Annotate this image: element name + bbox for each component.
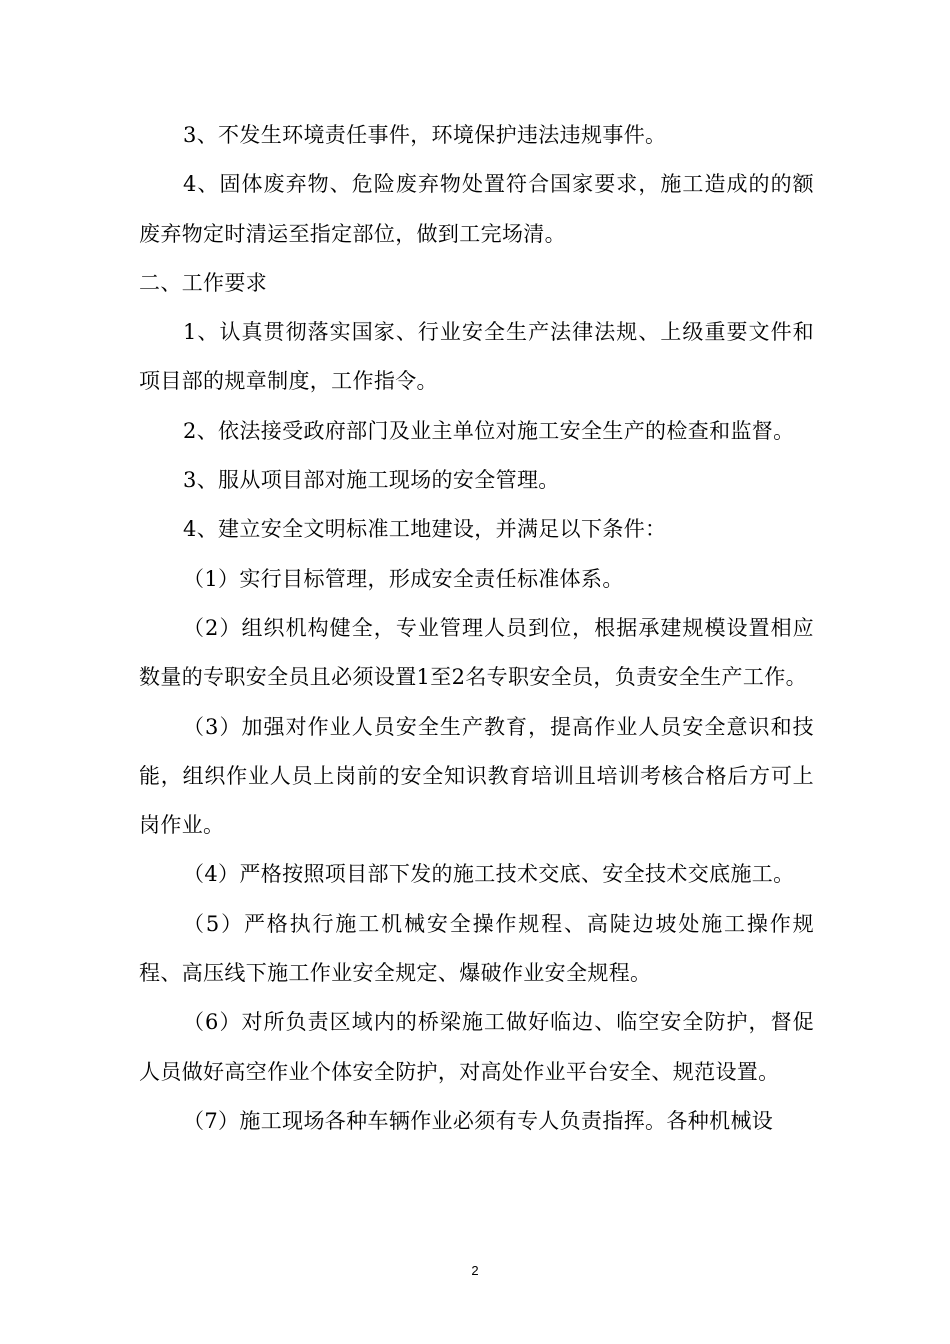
document-body bbox=[139, 111, 814, 1146]
paragraph-env-incident: 3、不发生环境责任事件，环境保护违法违规事件。 bbox=[183, 123, 667, 147]
paragraph-requirement-4: 4、建立安全文明标准工地建设，并满足以下条件： bbox=[183, 517, 667, 542]
paragraph-condition-2: （2）组织机构健全，专业管理人员到位，根据承建规模设置相应数量的专职安全员且必须设置1至2名专职安全员，负责安全生产工作。 bbox=[139, 615, 814, 690]
paragraph-condition-6: （6）对所负责区域内的桥梁施工做好临边、临空安全防护，督促人员做好高空作业个体安全防护，对高处作业平台安全、规范设置。 bbox=[139, 1010, 814, 1084]
paragraph-condition-5: （5）严格执行施工机械安全操作规程、高陡边坡处施工操作规程、高压线下施工作业安全规定、爆破作业安全规程。 bbox=[139, 911, 814, 986]
page-number: 2 bbox=[471, 1263, 479, 1278]
paragraph-condition-4: （4）严格按照项目部下发的施工技术交底、安全技术交底施工。 bbox=[183, 862, 795, 887]
paragraph-solid-waste: 4、固体废弃物、危险废弃物处置符合国家要求，施工造成的的额废弃物定时清运至指定部位，做到工完场清。 bbox=[139, 172, 814, 246]
paragraph-requirement-1: 1、认真贯彻落实国家、行业安全生产法律法规、上级重要文件和项目部的规章制度，工作指令。 bbox=[139, 320, 814, 394]
paragraph-condition-1: （1）实行目标管理，形成安全责任标准体系。 bbox=[183, 566, 624, 591]
section-heading-work-requirements: 二、工作要求 bbox=[139, 270, 268, 295]
paragraph-requirement-2: 2、依法接受政府部门及业主单位对施工安全生产的检查和监督。 bbox=[183, 418, 795, 443]
paragraph-condition-3: （3）加强对作业人员安全生产教育，提高作业人员安全意识和技能，组织作业人员上岗前的安全知识教育培训且培训考核合格后方可上岗作业。 bbox=[139, 714, 814, 838]
paragraph-condition-7: （7）施工现场各种车辆作业必须有专人负责指挥。各种机械设 bbox=[183, 1108, 774, 1133]
paragraph-requirement-3: 3、服从项目部对施工现场的安全管理。 bbox=[183, 468, 560, 493]
